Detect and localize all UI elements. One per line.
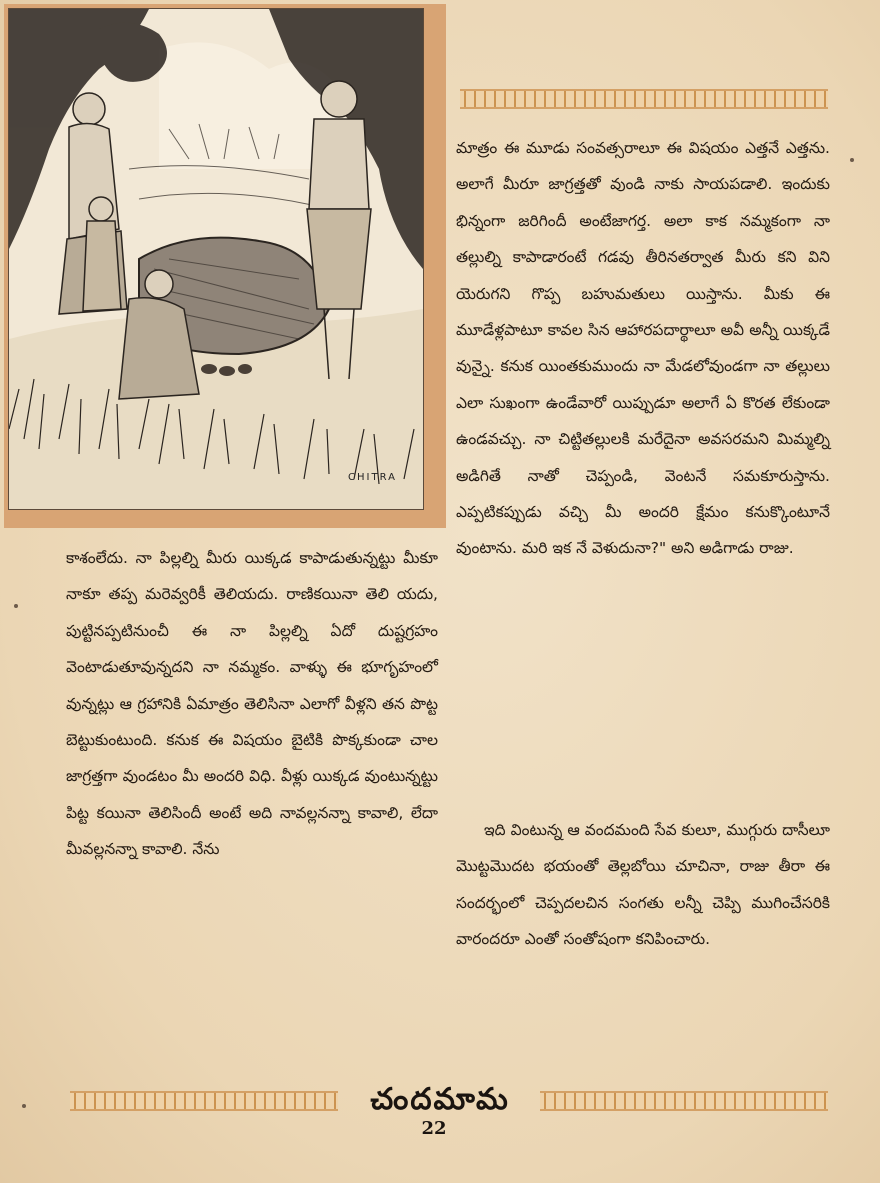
page-number: 22 [421,1118,447,1139]
paper-speck [14,604,18,608]
bottom-ornament-left [70,1090,338,1112]
forest-scene-icon [9,9,423,509]
illustration-frame [8,8,424,510]
magazine-masthead: చందమామ [370,1082,510,1117]
right-paragraph-1: మాత్రం ఈ మూడు సంవత్సరాలూ ఈ విషయం ఎత్తనే ఎత్తను. అలాగే మీరూ జాగ్రత్తతో వుండి నాకు సాయపడాలి. ఇందుకు భిన్నంగా జరిగిందీ అంటేజాగర్త. అలా కాక నమ్మకంగా నా తల్లుల్ని కాపాడారంటే గడవు తీరినతర్వాత మీరు కని విని యెరుగని గొప్ప బహుమతులు యిస్తాను. మీకు ఈ మూడేళ్లపాటూ కావల సిన ఆహారపదార్థాలూ అవీ అన్నీ యిక్కడే వున్నై. కనుక యింతకుముందు నా మేడలోవుండగా నా తల్లులు ఎలా సుఖంగా ఉండేవారో యిప్పుడూ అలాగే ఏ కొరత లేకుండా ఉండవచ్చు. నా చిట్టితల్లులకి మరేదైనా అవసరమని మిమ్మల్ని అడిగితే నాతో చెప్పండి, వెంటనే సమకూరుస్తాను. ఎప్పటికప్పుడు వచ్చి మీ అందరి క్షేమం కనుక్కొంటూనే వుంటాను. మరి ఇక నే వెళుదునా?" అని అడిగాడు రాజు. [456,139,830,558]
top-ornament-border [460,88,828,110]
illustrator-signature: CHITRA [348,472,397,483]
bottom-ornament-right [540,1090,828,1112]
left-column [66,540,438,868]
paper-speck [22,1104,26,1108]
right-paragraph-2: ఇది వింటున్న ఆ వందమంది సేవ కులూ, ముగ్గురు దాసీలూ మొట్టమొదట భయంతో తెల్లబోయి చూచినా, రాజు తీరా ఈ సందర్భంలో చెప్పదలచిన సంగతు లన్నీ చెప్పి ముగించేసరికి వారందరూ ఎంతో సంతోషంగా కనిపించారు. [456,821,830,949]
right-column [456,130,830,567]
right-column-continued [456,812,830,958]
left-paragraph-1: కాశంలేదు. నా పిల్లల్ని మీరు యిక్కడ కాపాడుతున్నట్టు మీకూ నాకూ తప్ప మరెవ్వరికీ తెలియదు. రాణికయినా తెలి యదు, పుట్టినప్పటినుంచీ ఈ నా పిల్లల్ని ఏదో దుష్టగ్రహం వెంటాడుతూవున్నదని నా నమ్మకం. వాళ్ళు ఈ భూగృహంలో వున్నట్లు ఆ గ్రహానికి ఏమాత్రం తెలిసినా ఎలాగో వీళ్లని తన పొట్ట బెట్టుకుంటుంది. కనుక ఈ విషయం బైటికి పొక్కకుండా చాల జాగ్రత్తగా వుండటం మీ అందరి విధి. వీళ్లు యిక్కడ వుంటున్నట్టు పిట్ట కయినా తెలిసిందీ అంటే అది నావల్లనన్నా కావాలి, లేదా మీవల్లనన్నా కావాలి. నేను [66,549,438,859]
paper-speck [850,158,854,162]
story-illustration [4,4,446,528]
